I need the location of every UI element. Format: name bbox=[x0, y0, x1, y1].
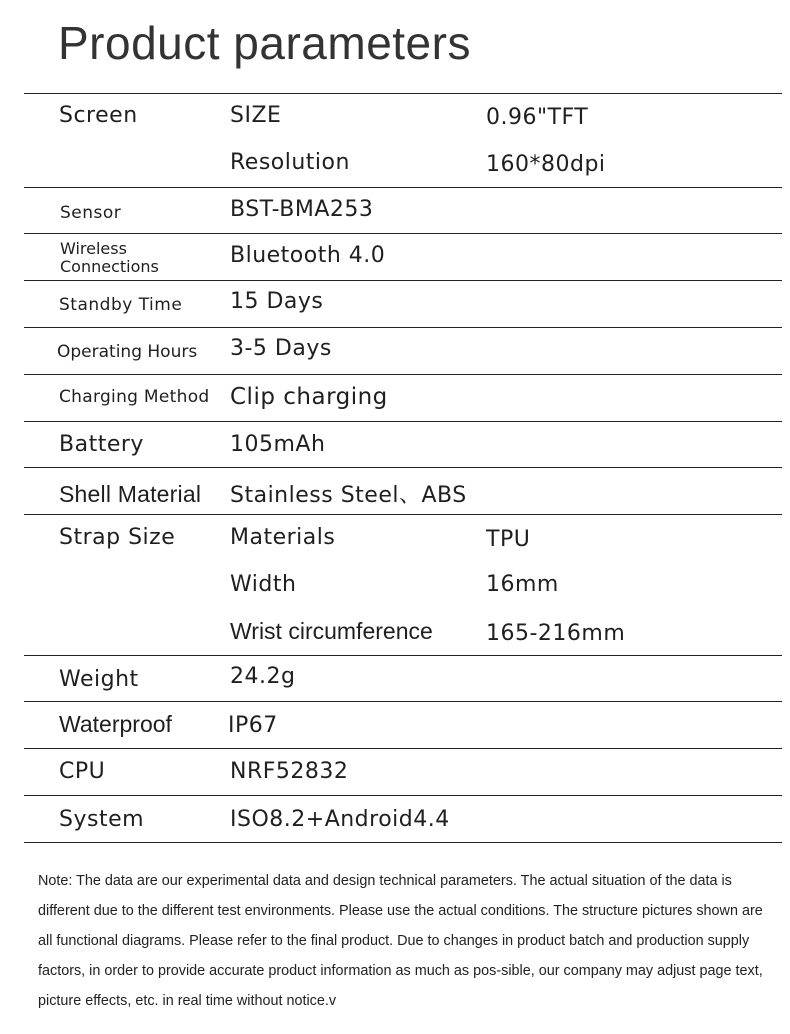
strap-materials-value: TPU bbox=[486, 527, 531, 552]
screen-size-key: SIZE bbox=[230, 103, 282, 128]
strap-width-value: 16mm bbox=[486, 572, 559, 597]
standby-value: 15 Days bbox=[230, 289, 324, 314]
table-divider bbox=[24, 93, 782, 94]
sensor-value: BST-BMA253 bbox=[230, 197, 374, 222]
table-divider bbox=[24, 795, 782, 796]
table-divider bbox=[24, 655, 782, 656]
table-divider bbox=[24, 374, 782, 375]
screen-resolution-value: 160*80dpi bbox=[486, 152, 606, 177]
table-divider bbox=[24, 467, 782, 468]
row-label-screen: Screen bbox=[59, 103, 138, 128]
shell-material-value: Stainless Steel、ABS bbox=[230, 483, 467, 508]
table-divider bbox=[24, 280, 782, 281]
cpu-value: NRF52832 bbox=[230, 759, 349, 784]
row-label-wireless-line2: Connections bbox=[60, 257, 159, 276]
strap-wrist-key: Wrist circumference bbox=[230, 618, 433, 644]
table-divider bbox=[24, 514, 782, 515]
screen-size-value: 0.96"TFT bbox=[486, 105, 589, 130]
weight-value: 24.2g bbox=[230, 664, 296, 689]
table-divider bbox=[24, 748, 782, 749]
table-divider bbox=[24, 327, 782, 328]
row-label-shell-material: Shell Material bbox=[59, 481, 202, 507]
charging-method-value: Clip charging bbox=[230, 384, 388, 410]
row-label-sensor: Sensor bbox=[60, 203, 122, 223]
table-divider bbox=[24, 233, 782, 234]
row-label-charging-method: Charging Method bbox=[59, 387, 210, 407]
waterproof-value: IP67 bbox=[228, 713, 278, 738]
row-label-battery: Battery bbox=[59, 432, 144, 457]
table-divider bbox=[24, 701, 782, 702]
page-title: Product parameters bbox=[58, 17, 471, 69]
strap-materials-key: Materials bbox=[230, 525, 336, 550]
strap-wrist-value: 165-216mm bbox=[486, 621, 626, 646]
system-value: ISO8.2+Android4.4 bbox=[230, 807, 450, 832]
table-divider bbox=[24, 421, 782, 422]
wireless-value: Bluetooth 4.0 bbox=[230, 243, 386, 268]
row-label-waterproof: Waterproof bbox=[59, 711, 172, 737]
row-label-cpu: CPU bbox=[59, 759, 106, 784]
row-label-wireless-line1: Wireless bbox=[60, 239, 127, 258]
disclaimer-note: Note: The data are our experimental data and design technical parameters. The actual situation of the data is different due to the different test environments. Please use the actual conditions. The structure pictures shown are all functional diagrams. Please refer to the final product. Due to changes in product batch and production supply factors, in order to provide accurate product information as much as pos-sible, our company may adjust page text, picture effects, etc. in real time without notice.v bbox=[38, 873, 763, 1009]
table-divider bbox=[24, 187, 782, 188]
row-label-standby: Standby Time bbox=[59, 295, 183, 315]
strap-width-key: Width bbox=[230, 572, 297, 597]
table-divider bbox=[24, 842, 782, 843]
row-label-system: System bbox=[59, 807, 145, 832]
row-label-strap-size: Strap Size bbox=[59, 525, 176, 550]
row-label-operating-hours: Operating Hours bbox=[57, 342, 198, 362]
screen-resolution-key: Resolution bbox=[230, 150, 350, 175]
battery-value: 105mAh bbox=[230, 432, 326, 457]
row-label-weight: Weight bbox=[59, 667, 139, 692]
operating-hours-value: 3-5 Days bbox=[230, 336, 332, 361]
